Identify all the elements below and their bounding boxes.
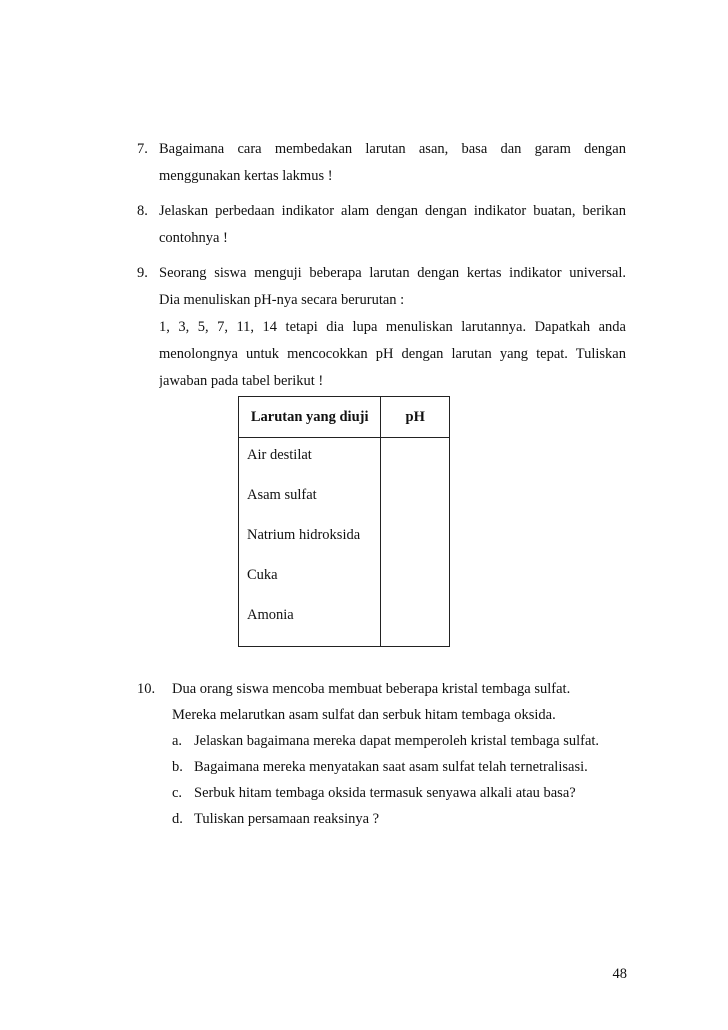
subitem-b-letter: b. (172, 759, 183, 775)
column-header-ph: pH (381, 397, 450, 438)
column-header-solution: Larutan yang diuji (239, 397, 381, 438)
question-9-line-5 (137, 368, 626, 395)
question-8-text-line-2: contohnya ! (159, 230, 228, 246)
question-8-text-line-1: Jelaskan perbedaan indikator alam dengan dengan indikator buatan, berikan (159, 203, 626, 219)
question-7-line-2 (137, 163, 626, 190)
question-10-text-line-1: Dua orang siswa mencoba membuat beberapa kristal tembaga sulfat. (172, 681, 571, 697)
subitem-c-text: Serbuk hitam tembaga oksida termasuk senyawa alkali atau basa? (194, 785, 576, 801)
question-7-text-line-1: Bagaimana cara membedakan larutan asan, basa dan garam dengan (159, 141, 626, 157)
table-item-cuka: Cuka (247, 567, 278, 583)
question-9-line-2 (137, 287, 626, 314)
question-9-number: 9. (137, 265, 148, 281)
question-7-number: 7. (137, 141, 148, 157)
question-9 (137, 260, 626, 395)
question-7-line-1 (137, 136, 626, 163)
question-8-line-2 (137, 225, 626, 252)
solution-list-cell (239, 438, 381, 647)
question-10-line-1 (137, 676, 626, 702)
table-item-natrium-hidroksida: Natrium hidroksida (247, 527, 361, 543)
question-9-line-3 (137, 314, 626, 341)
question-10-subitem-d (137, 806, 626, 832)
question-10-subitem-b (137, 754, 626, 780)
question-9-line-1 (137, 260, 626, 287)
question-10-subitem-c (137, 780, 626, 806)
question-9-line-4 (137, 341, 626, 368)
subitem-c-letter: c. (172, 785, 183, 801)
question-8 (137, 198, 626, 252)
question-10-subitem-a (137, 728, 626, 754)
subitem-a-letter: a. (172, 733, 183, 749)
question-7 (137, 136, 626, 190)
question-9-text-line-5: jawaban pada tabel berikut ! (159, 373, 324, 389)
question-10-number: 10. (137, 681, 156, 697)
subitem-d-letter: d. (172, 811, 183, 827)
question-7-text-line-2: menggunakan kertas lakmus ! (159, 168, 333, 184)
table-row (239, 438, 450, 647)
subitem-a-text: Jelaskan bagaimana mereka dapat memperoleh kristal tembaga sulfat. (194, 733, 600, 749)
question-10-line-2 (137, 702, 626, 728)
question-9-text-line-3: 1, 3, 5, 7, 11, 14 tetapi dia lupa menuliskan larutannya. Dapatkah anda (159, 319, 626, 335)
question-9-text-line-2: Dia menuliskan pH-nya secara berurutan : (159, 292, 405, 308)
table-header-row (239, 397, 450, 438)
page-number: 48 (612, 966, 627, 982)
table-item-amonia: Amonia (247, 607, 294, 623)
ph-answer-cell[interactable] (381, 438, 450, 647)
table-item-asam-sulfat: Asam sulfat (247, 487, 317, 503)
subitem-b-text: Bagaimana mereka menyatakan saat asam sulfat telah ternetralisasi. (194, 759, 588, 775)
question-10 (137, 676, 626, 832)
question-9-text-line-1: Seorang siswa menguji beberapa larutan dengan kertas indikator universal. (159, 265, 626, 281)
ph-answer-table (238, 396, 450, 647)
question-10-text-line-2: Mereka melarutkan asam sulfat dan serbuk hitam tembaga oksida. (172, 707, 556, 723)
question-8-line-1 (137, 198, 626, 225)
table-item-air-destilat: Air destilat (247, 447, 312, 463)
subitem-d-text: Tuliskan persamaan reaksinya ? (194, 811, 380, 827)
question-8-number: 8. (137, 203, 148, 219)
question-9-text-line-4: menolongnya untuk mencocokkan pH dengan larutan yang tepat. Tuliskan (159, 346, 626, 362)
